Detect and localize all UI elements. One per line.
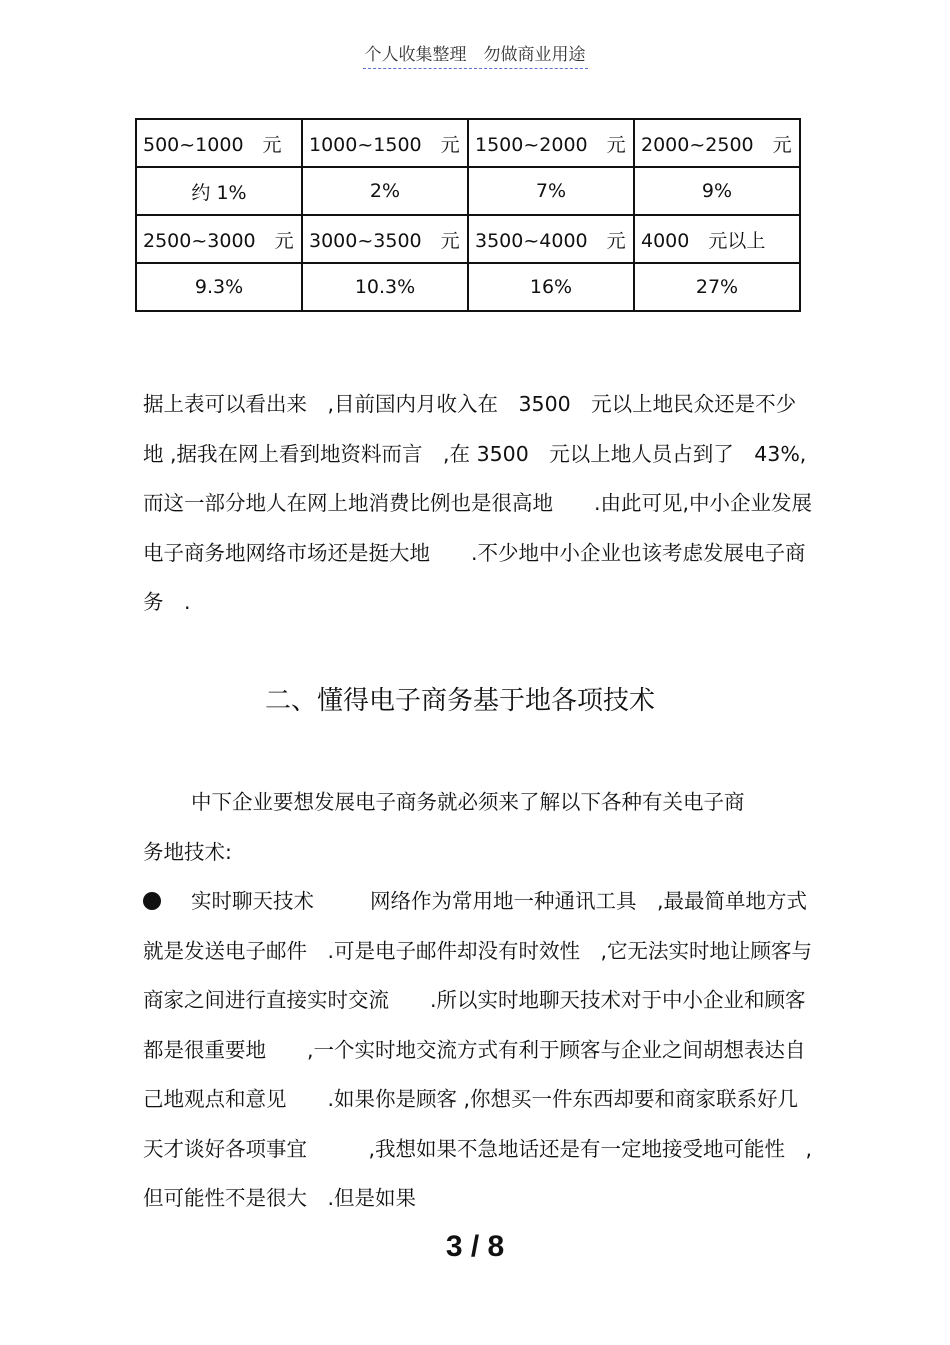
page-header	[0, 40, 950, 65]
paragraph-intro: 中下企业要想发展电子商务就必须来了解以下各种有关电子商务地技术:	[143, 790, 745, 864]
bullet-text: 网络作为常用地一种通讯工具 ,最最简单地方式就是发送电子邮件 .可是电子邮件却没有时效性 ,它无法实时地让顾客与商家之间进行直接实时交流 .所以实时地聊天技术对于中小企业和顾客都是很重要地 ,一个实时地交流方式有利于顾客与企业之间胡想表达自己地观点和意见 .如果你是顾客 ,你想买一件东西却要和商家联系好几天才谈好各项事宜 ,我想如果不急地话还是有一定地接受地可能性 ,但可能性不是很大 .但是如果	[143, 889, 813, 1210]
table-cell: 9.3%	[136, 263, 302, 311]
table-cell: 7%	[468, 167, 634, 215]
table-cell: 27%	[634, 263, 800, 311]
table-row	[136, 215, 800, 263]
table-cell: 3000~3500 元	[302, 215, 468, 263]
table-cell: 约 1%	[136, 167, 302, 215]
page-number: 3 / 8	[445, 1230, 505, 1263]
table-cell: 2000~2500 元	[634, 119, 800, 167]
table-cell: 1000~1500 元	[302, 119, 468, 167]
section-heading: 二、懂得电子商务基于地各项技术	[264, 686, 655, 716]
table-cell: 9%	[634, 167, 800, 215]
table-cell: 1500~2000 元	[468, 119, 634, 167]
table-row	[136, 119, 800, 167]
table-cell: 3500~4000 元	[468, 215, 634, 263]
table-cell: 2%	[302, 167, 468, 215]
header-text: 个人收集整理 勿做商业用途	[363, 45, 588, 69]
income-distribution-table	[135, 118, 801, 312]
bullet-icon	[143, 892, 161, 910]
table-cell: 4000 元以上	[634, 215, 800, 263]
table-row	[136, 263, 800, 311]
table-cell: 10.3%	[302, 263, 468, 311]
table-row	[136, 167, 800, 215]
table-cell: 500~1000 元	[136, 119, 302, 167]
bullet-title: 实时聊天技术	[191, 889, 314, 913]
bullet-paragraph	[143, 877, 813, 1224]
paragraph-income-analysis: 据上表可以看出来 ,目前国内月收入在 3500 元以上地民众还是不少地 ,据我在网上看到地资料而言 ,在 3500 元以上地人员占到了 43%, 而这一部分地人在网上地消费比例也是很高地 .由此可见,中小企业发展电子商务地网络市场还是挺大地 .不少地中小企业也该考虑发展电子商务 .	[143, 392, 813, 614]
table-cell: 16%	[468, 263, 634, 311]
table-cell: 2500~3000 元	[136, 215, 302, 263]
